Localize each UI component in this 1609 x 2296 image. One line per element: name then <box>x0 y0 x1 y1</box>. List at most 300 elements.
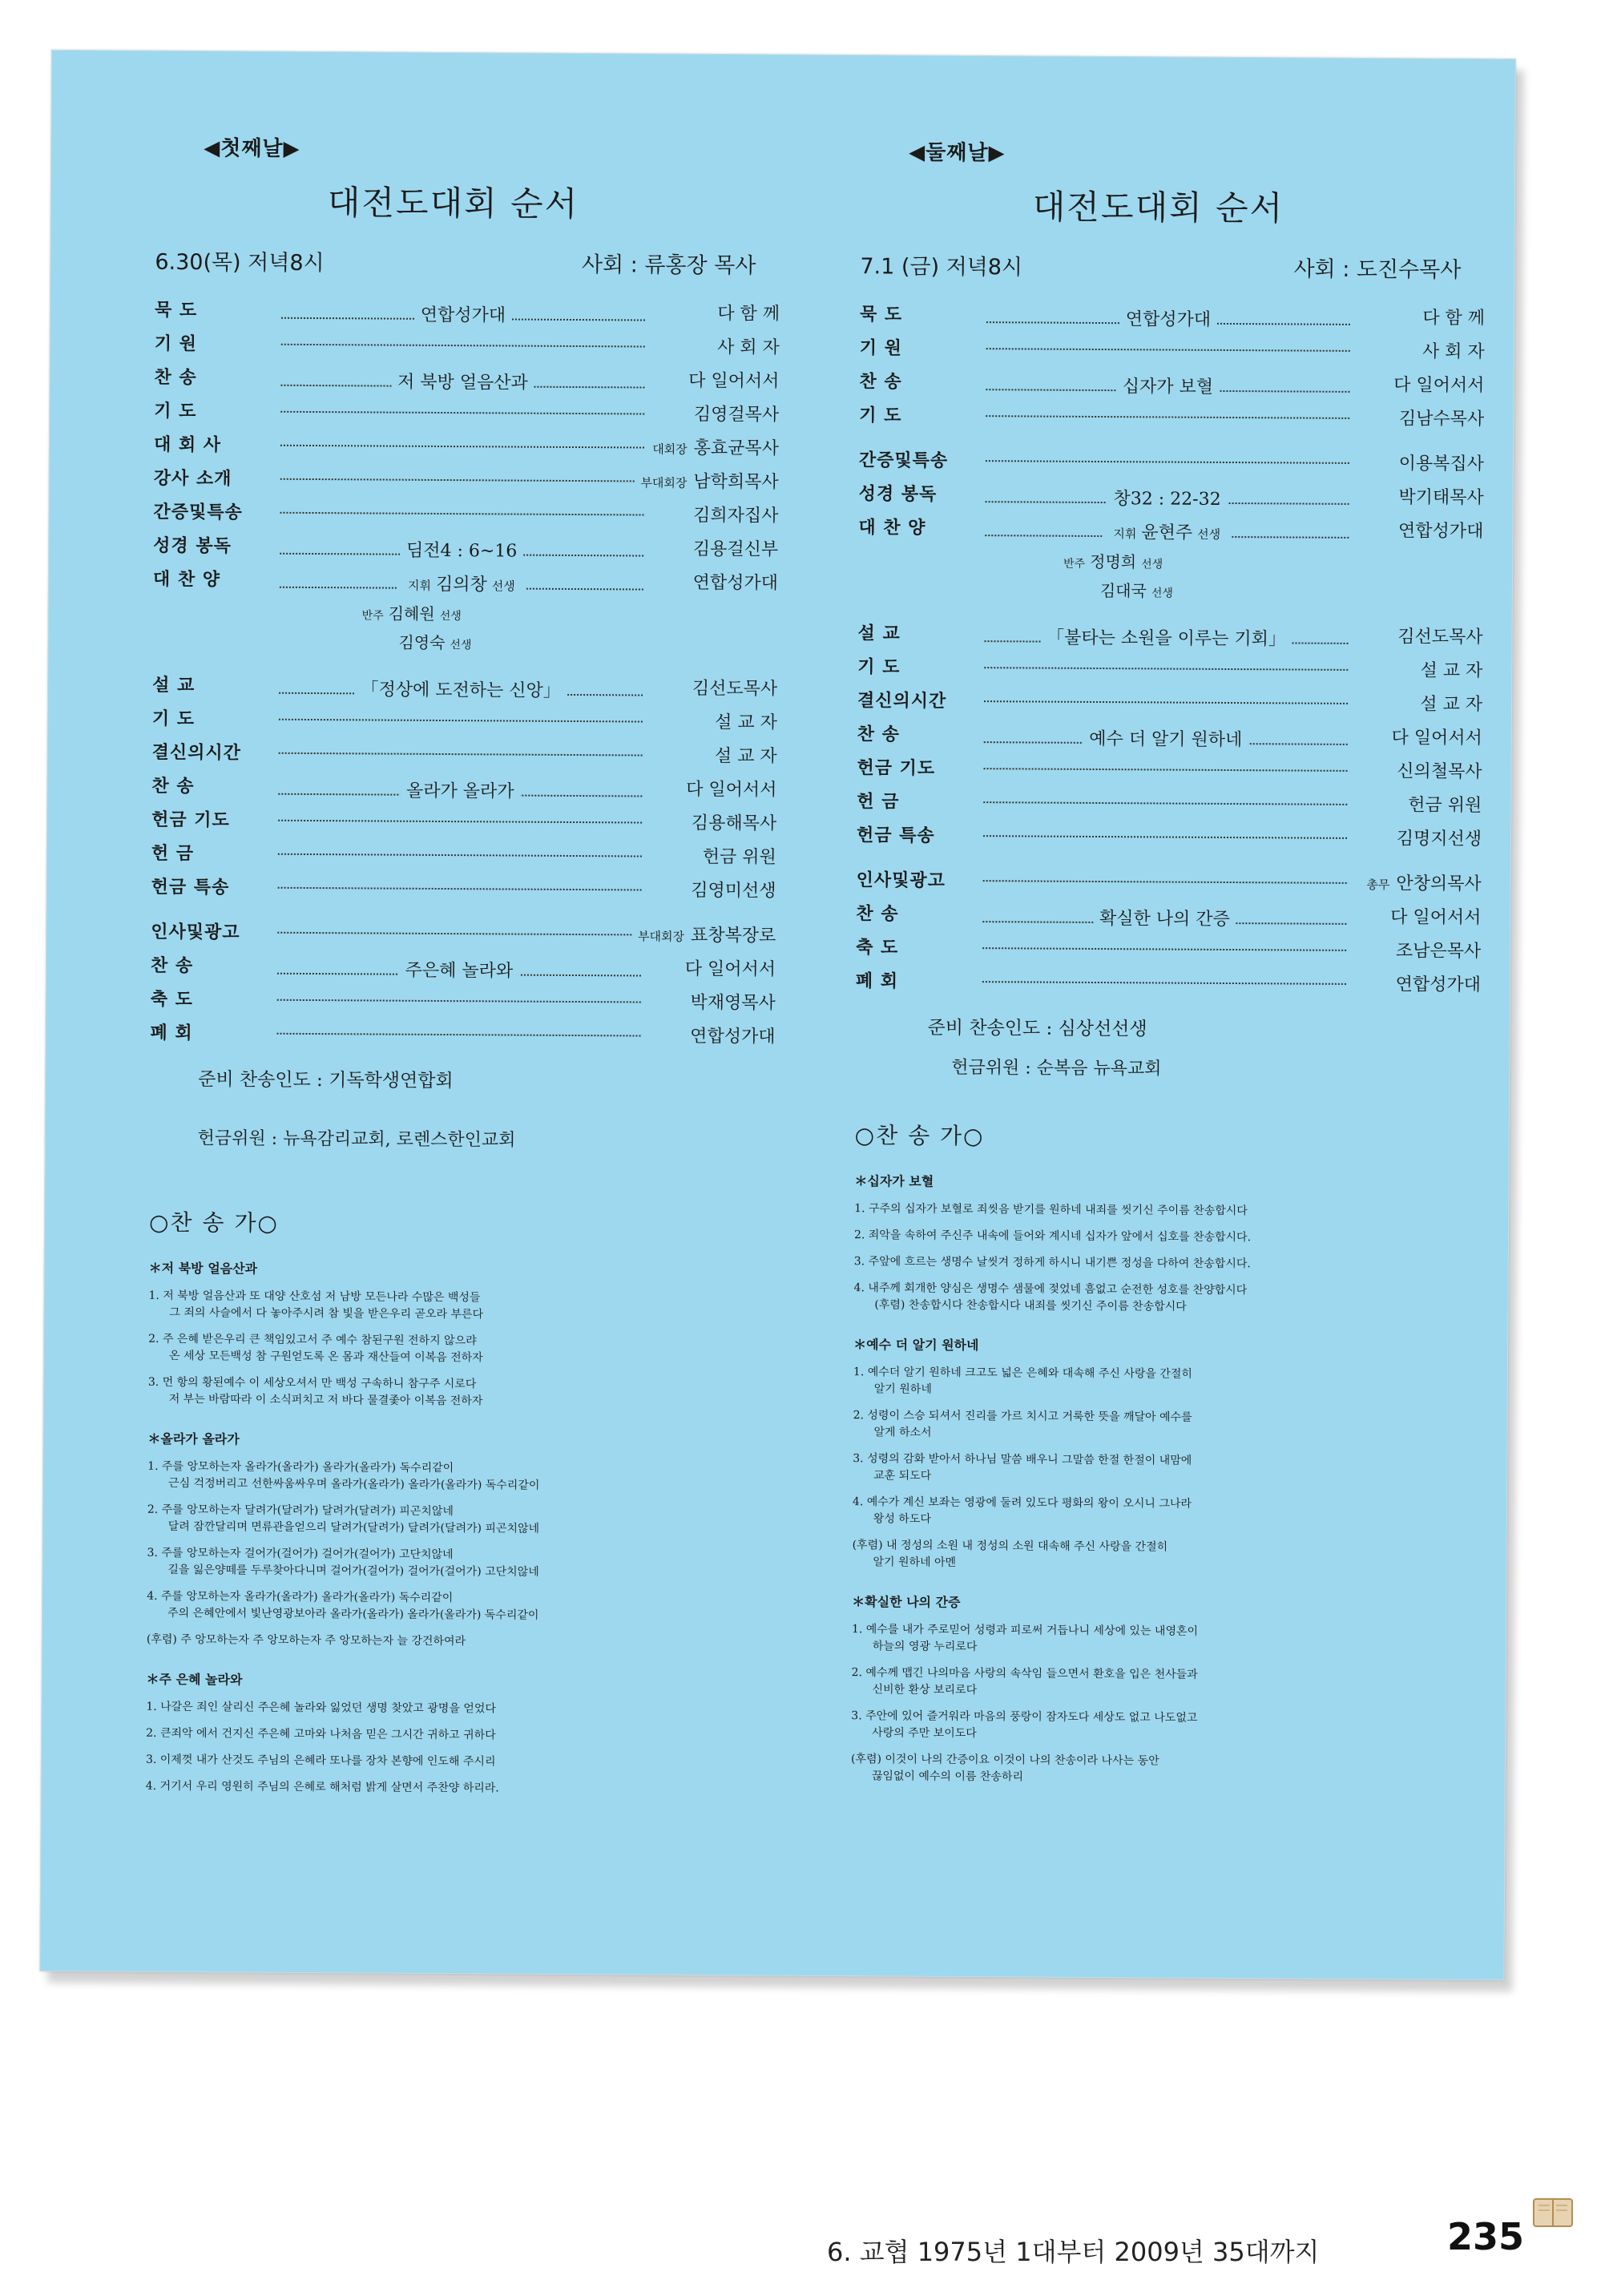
day1-item-person-name: 다 일어서서 <box>686 779 777 801</box>
day1-item-role: 인사및광고 <box>151 921 240 943</box>
day1-hymn-verse-line: 주를 앙모하는자 달려가(달려가) 달려가(달려가) 피곤치않네 <box>161 1503 454 1519</box>
day2-item-role: 기 원 <box>859 337 902 359</box>
day1-item-detail-text: 연합성가대 <box>420 305 506 326</box>
day1-hymn-verse-line: 나갈은 죄인 살리신 주은혜 놀라와 잃었던 생명 찾았고 광명을 얻었다 <box>160 1700 496 1716</box>
day2-item-person-name: 사 회 자 <box>1421 341 1485 362</box>
day2-offering-committee: 헌금위원 : 순복음 뉴욕교회 <box>951 1057 1162 1079</box>
day2-item-detail <box>1102 519 1232 544</box>
day2-item-person-name: 김선도목사 <box>1397 627 1483 648</box>
day2-item-row <box>859 401 1484 439</box>
day2-hymn-verse-number: 2. <box>853 1409 868 1422</box>
day2-hymn-verse <box>854 1227 1479 1248</box>
day2-item-role: 찬 송 <box>856 903 899 925</box>
day1-hymn-verse-line: 온 세상 모든백성 참 구원얻도록 온 몸과 재산들여 이복음 전하자 <box>168 1349 483 1365</box>
day2-hymn-verse-number: 4. <box>852 1495 867 1509</box>
day2-hymn-verse-number: 3. <box>851 1709 866 1723</box>
day2-hymn-verse-number: 1. <box>854 1202 869 1216</box>
day2-item-leader-dots <box>982 981 1346 985</box>
day1-item-role: 간증및특송 <box>153 501 243 523</box>
day1-item-person <box>648 809 776 835</box>
day1-item-person-name: 사 회 자 <box>716 337 780 358</box>
day1-item-leader-dots <box>280 512 643 516</box>
day2-hymn-verse <box>851 1708 1476 1745</box>
day2-accompanist-suffix: 선생 <box>1141 558 1163 571</box>
day2-hymn-verse <box>852 1537 1477 1575</box>
day1-item-leader-dots <box>278 769 642 802</box>
day2-hymn-verse-line: 죄악을 속하여 주신주 내속에 들어와 계시네 십자가 앞에서 십호를 찬송합시다. <box>868 1229 1252 1245</box>
day2-hymn-verse-line: 구주의 십자가 보혈로 죄씻음 받기를 원하네 내죄를 씻기신 주이름 찬송합시다 <box>868 1202 1248 1218</box>
day2-accompanist-row <box>858 547 1483 580</box>
day1-item-leader-dots <box>277 999 641 1003</box>
day1-hymn-song-title: ＊올라가 올라가 <box>147 1430 240 1447</box>
day2-hymn-verse-line: 내주께 회개한 양심은 생명수 샘물에 젖었네 흠없고 순전한 성호를 찬양합시다 <box>868 1281 1248 1297</box>
day2-hymn-verse <box>853 1451 1478 1488</box>
day2-item-role: 결신의시간 <box>857 690 947 712</box>
day2-accompanists <box>858 547 1483 609</box>
day1-item-person <box>650 535 778 561</box>
day2-item-detail-label: 지휘 <box>1113 527 1137 542</box>
day1-item-person-name: 연합성가대 <box>690 1026 776 1047</box>
day1-hymn-verse-line: 거기서 우리 영원히 주님의 은혜로 해처럼 밝게 살면서 주찬양 하리라. <box>159 1779 499 1795</box>
day1-item-person <box>638 921 776 946</box>
day2-item-leader-dots <box>985 615 1349 650</box>
day2-item-person <box>1353 903 1481 929</box>
day1-hymn-verse-line: 먼 항의 황된예수 이 세상오셔서 만 백성 구속하니 참구주 시로다 <box>162 1375 477 1391</box>
day2-item-person <box>1353 970 1481 996</box>
day1-item-detail-text: 주은혜 놀라와 <box>405 960 514 982</box>
day1-hymn-verse <box>147 1588 772 1626</box>
day2-item-person-name: 다 일어서서 <box>1391 728 1482 749</box>
day2-item-person-name: 설 교 자 <box>1420 694 1483 715</box>
day2-item-detail <box>1083 725 1248 751</box>
day1-item-detail-text: 저 북방 얼음산과 <box>397 372 528 393</box>
day1-accompanist-name: 김혜원 <box>388 603 435 623</box>
day2-hymn-verse <box>852 1621 1477 1659</box>
day1-tag: ◀첫째날▶ <box>204 136 300 161</box>
day2-hymn-song-title: ＊십자가 보혈 <box>854 1173 934 1189</box>
day1-item-leader-dots <box>278 853 642 857</box>
day1-item-person <box>649 742 777 768</box>
day1-hymn-verse-number: 3. <box>147 1375 163 1389</box>
day1-hymn-verse-line: 그 죄의 사슬에서 다 놓아주시려 참 빛을 받은우리 곧오라 부른다 <box>169 1305 484 1322</box>
day2-item-leader-dots <box>982 947 1346 951</box>
day1-hymn-verse-number: 4. <box>147 1589 162 1603</box>
day1-item-person-name: 김선도목사 <box>692 678 778 700</box>
day2-item-person <box>1353 870 1482 895</box>
day2-item-row <box>858 514 1483 551</box>
day2-hymn-verse-line: 주앞에 흐르는 생명수 날씻겨 정하게 하시니 내기쁜 정성을 다하여 찬송합시다. <box>868 1255 1251 1271</box>
day1-item-person <box>651 333 780 359</box>
day2-hymn-verse <box>853 1280 1478 1317</box>
day2-item-detail-text: 「불타는 소원을 이루는 기회」 <box>1046 627 1286 650</box>
day1-item-row <box>152 705 777 743</box>
day1-item-role: 대 회 사 <box>153 434 222 456</box>
day1-item-leader-dots <box>277 948 641 982</box>
day2-hymn-verse <box>851 1751 1476 1789</box>
day2-item-row <box>857 619 1482 657</box>
day1-hymn-heading: ○찬 송 가○ <box>148 1209 279 1237</box>
day2-item-person-name: 연합성가대 <box>1398 521 1484 542</box>
day2-item-person <box>1353 937 1481 962</box>
day1-item-detail-label: 지휘 <box>407 578 432 593</box>
day2-item-role: 헌금 기도 <box>857 757 936 779</box>
day1-accompanist-row <box>152 628 777 661</box>
day1-item-role: 기 도 <box>154 400 197 422</box>
day2-item-role: 폐 회 <box>855 970 899 992</box>
day1-item-person <box>651 434 779 460</box>
day2-item-leader-dots <box>984 667 1348 671</box>
day1-item-person-title: 대회장 <box>652 442 688 457</box>
day1-hymn-song-title: ＊저 북방 얼음산과 <box>148 1260 258 1277</box>
day1-item-detail <box>400 537 524 563</box>
day2-hymn-verse <box>854 1253 1479 1274</box>
day2-item-leader-dots <box>984 716 1348 751</box>
day1-item-row <box>151 773 776 810</box>
day1-item-person-name: 김희자집사 <box>693 505 779 527</box>
day2-hymn-verse <box>853 1407 1478 1445</box>
day2-item-row <box>857 821 1482 859</box>
day2-prep-leader: 준비 찬송인도 : 심상선선생 <box>927 1017 1147 1040</box>
day1-item-row <box>151 952 776 990</box>
day1-item-leader-dots <box>276 1033 640 1037</box>
day2-item-person <box>1353 791 1482 817</box>
day2-item-person <box>1353 825 1482 850</box>
day1-hymn-verse-line: 주 앙모하는자 주 앙모하는자 주 앙모하는자 늘 강건하여라 <box>180 1633 466 1648</box>
day1-hymns <box>146 1258 774 1799</box>
day1-item-person <box>647 989 776 1015</box>
program-sheet <box>39 50 1516 1980</box>
day2-hymn-verse <box>853 1494 1478 1531</box>
day1-hymn-verse-line: 주를 앙모하는자 걸어가(걸어가) 걸어가(걸어가) 고단치않네 <box>161 1546 454 1562</box>
day2-item-detail <box>1107 485 1227 510</box>
day2-hymn-verse-number: 1. <box>853 1366 868 1379</box>
day1-hymn-verse-line: 주를 앙모하는자 올라가(올라가) 올라가(올라가) 독수리같이 <box>161 1459 454 1475</box>
day2-item-role: 간증및특송 <box>858 450 949 471</box>
day2-item-person <box>1354 690 1482 716</box>
day2-item-role: 헌 금 <box>857 791 900 813</box>
day1-item-detail-suffix: 선생 <box>491 579 515 594</box>
day1-item-person <box>648 877 776 902</box>
day2-item-leader-dots <box>986 476 1349 510</box>
day1-hymn-verse-number: 3. <box>147 1546 162 1560</box>
day1-hymn-verse-line: 주의 은혜안에서 빛난영광보아라 올라가(올라가) 올라가(올라가) 독수리같이 <box>167 1606 539 1622</box>
day1-accompanist-suffix: 선생 <box>439 609 462 623</box>
day2-item-person <box>1356 405 1484 430</box>
day2-item-row <box>856 900 1481 938</box>
day2-item-row <box>856 967 1481 1005</box>
day1-item-row <box>151 806 776 844</box>
day1-item-person-name: 설 교 자 <box>714 746 777 767</box>
day2-item-detail-text: 예수 더 알기 원하네 <box>1089 728 1243 751</box>
day2-item-leader-dots <box>983 880 1347 884</box>
day1-accompanist-row <box>153 599 778 632</box>
day1-item-role: 기 원 <box>154 333 198 355</box>
day1-item-person-name: 김용해목사 <box>691 813 777 834</box>
day2-hymn-verse-number: (후렴) <box>850 1753 885 1766</box>
day1-hymn-verse-number: 3. <box>145 1753 160 1766</box>
day2-hymn-verse-line: 예수더 알기 원하네 크고도 넓은 은혜와 대속해 주신 사랑을 간절히 <box>867 1366 1192 1381</box>
day2-item-person <box>1357 304 1485 329</box>
day2-item-role: 대 찬 양 <box>858 517 926 539</box>
day1-item-row <box>153 566 778 603</box>
day2-item-leader-dots <box>982 896 1346 930</box>
day1-item-role: 폐 회 <box>150 1022 193 1044</box>
day2-item-person-name: 다 일어서서 <box>1393 375 1485 396</box>
day2-item-person-name: 이용복집사 <box>1398 454 1484 474</box>
day2-hymn-verse-number: 4. <box>853 1281 869 1295</box>
day2-item-row <box>857 720 1482 758</box>
day2-order-list-2 <box>857 619 1483 859</box>
day1-hymn-verse <box>148 1331 773 1369</box>
day1-item-person-name: 박재영목사 <box>690 992 776 1014</box>
day2-item-person-name: 신의철목사 <box>1397 761 1482 782</box>
day2-hymn-song-title: ＊확실한 나의 간증 <box>852 1594 961 1610</box>
day1-hymn-verse-line: 근심 걱정버리고 선한싸움싸우며 올라가(올라가) 올라가(올라가) 독수리같이 <box>168 1476 540 1492</box>
day1-hymn-verse-line: 저 부는 바람따라 이 소식퍼치고 저 바다 물결좇아 이복음 전하자 <box>168 1392 483 1408</box>
day2-hymn-verse-line: 이것이 나의 간증이요 이것이 나의 찬송이라 나사는 동안 <box>885 1753 1159 1768</box>
day1-item-detail-text: 「정상에 도전하는 신앙」 <box>361 680 561 701</box>
day1-item-leader-dots <box>279 719 643 723</box>
day1-item-role: 대 찬 양 <box>152 568 221 591</box>
day2-item-row <box>860 301 1485 338</box>
day2-item-detail <box>1119 305 1217 331</box>
day2-item-role: 기 도 <box>859 405 902 426</box>
day1-hymn-verse <box>146 1699 771 1720</box>
day1-item-role: 찬 송 <box>154 366 197 389</box>
day2-accompanist-label: 반주 <box>1063 557 1086 571</box>
day2-item-role: 인사및광고 <box>856 870 946 891</box>
day2-item-role: 묵 도 <box>859 304 903 325</box>
day1-item-leader-dots <box>280 528 643 562</box>
day2-hymn-verse-line: 알기 원하네 아멘 <box>873 1556 957 1569</box>
day2-hymn-verse-number: (후렴) <box>852 1539 887 1552</box>
day1-item-person <box>651 401 779 426</box>
day1-accompanist-name: 김영숙 <box>398 632 446 653</box>
day1-hymn-verse-line: 길을 잃은양떼를 두루찾아다니며 걸어가(걸어가) 걸어가(걸어가) 고단치않네 <box>167 1563 539 1579</box>
day1-item-leader-dots <box>280 360 644 393</box>
day2-hymn-verse-line: 내 정성의 소원 내 정성의 소원 대속해 주신 사랑을 간절히 <box>886 1539 1168 1554</box>
day1-item-leader-dots <box>280 411 644 415</box>
day2-date: 7.1 (금) 저녁8시 <box>860 254 1023 280</box>
day1-hymn-verse <box>147 1632 772 1652</box>
day2-item-detail-text: 연합성가대 <box>1125 309 1212 330</box>
day2-item-detail-text: 윤현주 <box>1141 523 1193 543</box>
day1-item-row <box>154 397 779 435</box>
day1-item-role: 강사 소개 <box>153 467 232 490</box>
day1-order-list-2 <box>151 672 777 911</box>
day1-item-role: 결신의시간 <box>151 741 241 764</box>
day2-hymn-verse-line: (후렴) 찬송합시다 찬송합시다 내죄를 씻기신 주이름 찬송합시다 <box>874 1298 1187 1313</box>
day1-item-person-name: 다 함 께 <box>717 304 780 325</box>
day2-item-person <box>1354 656 1482 682</box>
day1-item-role: 찬 송 <box>150 954 194 977</box>
day1-host: 사회 : 류홍장 목사 <box>581 252 756 279</box>
day1-item-person <box>648 776 776 801</box>
day1-item-role: 성경 봉독 <box>153 535 232 557</box>
day2-accompanist-suffix: 선생 <box>1151 587 1173 600</box>
day1-item-row <box>154 431 779 469</box>
day1-item-detail-text: 올라가 올라가 <box>406 781 514 802</box>
day1-item-detail <box>400 777 521 803</box>
day1-item-role: 묵 도 <box>154 299 198 321</box>
day1-item-leader-dots <box>280 478 635 482</box>
day2-order-list-3 <box>856 866 1482 1005</box>
day1-item-person-name: 연합성가대 <box>692 572 779 594</box>
day1-hymn-verse-line: 저 북방 얼음산과 또 대양 산호섬 저 남방 모든나라 수많은 백성들 <box>163 1289 481 1305</box>
day2-hymn-verse-line: 예수가 계신 보좌는 영광에 둘려 있도다 평화의 왕이 오시니 그나라 <box>866 1495 1192 1511</box>
day1-item-row <box>151 986 776 1023</box>
day2-item-person <box>1356 450 1484 475</box>
day2-item-person-name: 안창의목사 <box>1396 874 1482 894</box>
day2-hymn-verse-line: 주안에 있어 즐거워라 마음의 풍랑이 잠자도다 세상도 없고 나도없고 <box>865 1709 1198 1725</box>
day1-hymn-verse <box>146 1778 771 1799</box>
chapter-footer: 6. 교협 1975년 1대부터 2009년 35대까지 <box>827 2237 1320 2267</box>
day2-item-person-name: 설 교 자 <box>1420 660 1483 681</box>
day1-hymn-verse-number: 1. <box>146 1700 161 1713</box>
day1-hymn-verse <box>148 1374 773 1412</box>
day1-date-row <box>155 244 780 280</box>
day2-host: 사회 : 도진수목사 <box>1293 256 1462 283</box>
day1-column <box>146 131 781 1809</box>
day1-hymn-verse-number: 1. <box>147 1459 163 1473</box>
day1-item-leader-dots <box>278 887 642 891</box>
day1-item-row <box>150 1019 775 1057</box>
day2-item-row <box>857 653 1482 691</box>
day1-date: 6.30(목) 저녁8시 <box>155 249 325 276</box>
day2-item-person-title: 총무 <box>1366 878 1390 893</box>
day2-accompanist-row <box>858 576 1483 609</box>
day1-hymn-verse-number: 2. <box>146 1726 161 1740</box>
day1-item-person-name: 다 일어서서 <box>688 370 780 392</box>
day2-item-detail <box>1093 905 1236 930</box>
day1-accompanist-suffix: 선생 <box>450 639 472 652</box>
day2-item-role: 헌금 특송 <box>856 825 935 846</box>
day1-item-person-name: 헌금 위원 <box>702 846 776 868</box>
day2-hymn-verse-number: 2. <box>851 1666 866 1680</box>
day2-hymn-verse-number: 2. <box>853 1229 869 1242</box>
day2-item-role: 성경 봉독 <box>858 483 938 505</box>
day1-item-row <box>154 465 779 502</box>
day1-hymn-verse <box>147 1502 772 1539</box>
day2-item-person-name: 다 일어서서 <box>1390 907 1482 928</box>
day2-item-person-name: 박기태목사 <box>1398 487 1484 508</box>
day1-item-detail <box>414 301 512 327</box>
day2-hymn-verse-line: 끊임없이 예수의 이름 찬송하리 <box>871 1769 1024 1784</box>
day2-item-person <box>1353 757 1482 783</box>
day2-hymn-verse-line: 예수를 내가 주로믿어 성령과 피로써 거듭나니 세상에 있는 내영혼이 <box>865 1623 1199 1638</box>
day1-item-role: 설 교 <box>152 674 196 696</box>
day2-item-leader-dots <box>986 348 1350 352</box>
day2-hymn-verse-line: 성령이 스승 되셔서 진리를 가르 치시고 거룩한 뜻을 깨달아 예수를 <box>867 1409 1192 1424</box>
day2-item-row <box>857 788 1482 825</box>
day2-item-role: 찬 송 <box>859 371 902 393</box>
day1-item-detail <box>354 676 567 702</box>
day2-order-list-b <box>858 446 1484 551</box>
day2-item-person <box>1356 371 1484 397</box>
day2-item-leader-dots <box>986 460 1349 464</box>
day1-item-leader-dots <box>280 445 644 449</box>
day2-hymn-verse-line: 하늘의 영광 누리로다 <box>872 1640 978 1654</box>
page-number: 235 <box>1447 2215 1525 2258</box>
day2-order-list <box>859 301 1485 439</box>
day1-item-person-name: 다 일어서서 <box>684 958 776 980</box>
day1-item-role: 헌 금 <box>151 842 195 865</box>
day1-item-leader-dots <box>279 668 643 701</box>
day1-item-leader-dots <box>279 753 643 757</box>
day2-hymn-verse <box>853 1364 1478 1402</box>
day1-accompanists <box>152 599 777 661</box>
day2-item-role: 찬 송 <box>857 724 901 745</box>
day2-hymn-verse-line: 성령의 감화 받아서 하나님 말씀 배우니 그말씀 한절 한절이 내맘에 <box>867 1452 1192 1467</box>
day1-offering-committee: 헌금위원 : 뉴욕감리교회, 로렌스한인교회 <box>197 1128 516 1151</box>
day1-item-person-name: 표창복장로 <box>690 925 776 946</box>
day2-hymn-verse-line: 사랑의 주만 보이도다 <box>872 1726 977 1741</box>
day1-hymn-verse <box>147 1545 772 1583</box>
day1-item-row <box>155 297 780 334</box>
day2-item-leader-dots <box>984 768 1348 772</box>
day2-hymn-verse-line: 신비한 환상 보리로다 <box>872 1683 978 1697</box>
day2-item-role: 설 교 <box>857 623 901 644</box>
day2-hymn-heading: ○찬 송 가○ <box>854 1122 985 1150</box>
day1-item-person-name: 김용걸신부 <box>692 539 779 560</box>
day1-hymn-verse-number: 1. <box>148 1289 163 1302</box>
day2-accompanist-name: 정명희 <box>1090 551 1137 572</box>
day2-item-role: 축 도 <box>856 937 899 958</box>
day1-hymn-song-title: ＊주 은혜 놀라와 <box>146 1671 243 1688</box>
day1-hymn-verse-number: 2. <box>147 1503 162 1516</box>
day2-date-row <box>860 248 1485 284</box>
day1-prep-leader: 준비 찬송인도 : 기독학생연합회 <box>198 1069 454 1092</box>
day2-item-detail <box>1040 624 1292 651</box>
day1-item-detail-text: 김의창 <box>435 574 487 595</box>
day1-item-detail <box>399 957 520 983</box>
day2-item-person-name: 김남수목사 <box>1398 409 1485 430</box>
book-icon <box>1529 2194 1577 2231</box>
day1-hymn-verse-line: 이제껏 내가 산것도 주님의 은혜라 또나를 장차 본향에 인도해 주시리 <box>159 1753 496 1769</box>
day2-item-detail-text: 확실한 나의 간증 <box>1099 909 1230 930</box>
day2-item-leader-dots <box>985 510 1349 543</box>
day1-hymn-verse-number: (후렴) <box>146 1632 181 1647</box>
day2-column <box>851 135 1486 1798</box>
day2-item-person-name: 조남은목사 <box>1395 941 1482 962</box>
day2-item-person-name: 연합성가대 <box>1395 974 1481 995</box>
day2-item-detail-suffix: 선생 <box>1197 527 1221 542</box>
day2-hymn-verse-line: 교훈 되도다 <box>873 1469 932 1483</box>
day1-item-person-title: 부대회장 <box>640 475 688 490</box>
day1-accompanist-label: 반주 <box>361 609 384 623</box>
day1-item-person-name: 김영미선생 <box>691 880 776 902</box>
day2-hymn-verse-number: 1. <box>851 1623 866 1636</box>
day2-item-leader-dots <box>983 801 1347 805</box>
day1-item-detail <box>397 571 526 596</box>
day1-item-person <box>647 955 776 981</box>
day2-hymn-verse-line: 알게 하소서 <box>873 1426 932 1439</box>
day1-item-person <box>651 300 780 325</box>
day2-hymn-verse <box>854 1200 1479 1221</box>
day1-item-row <box>151 874 776 911</box>
day1-item-role: 기 도 <box>151 708 196 730</box>
day2-item-person <box>1357 337 1485 363</box>
day2-item-person-name: 김명지선생 <box>1396 829 1482 849</box>
day1-item-leader-dots <box>277 932 631 936</box>
day2-item-detail-text: 창32 : 22-32 <box>1113 489 1221 510</box>
day1-order-list-3 <box>150 918 776 1057</box>
day2-hymn-verse-line: 왕성 하도다 <box>873 1512 931 1526</box>
day1-hymn-verse <box>146 1752 771 1773</box>
day1-item-leader-dots <box>281 344 645 348</box>
day1-item-person-name: 남학희목사 <box>693 471 779 493</box>
day1-hymn-verse-line: 달려 잠깐달리며 면류관을얻으리 달려가(달려가) 달려가(달려가) 피곤치않네 <box>167 1519 540 1535</box>
